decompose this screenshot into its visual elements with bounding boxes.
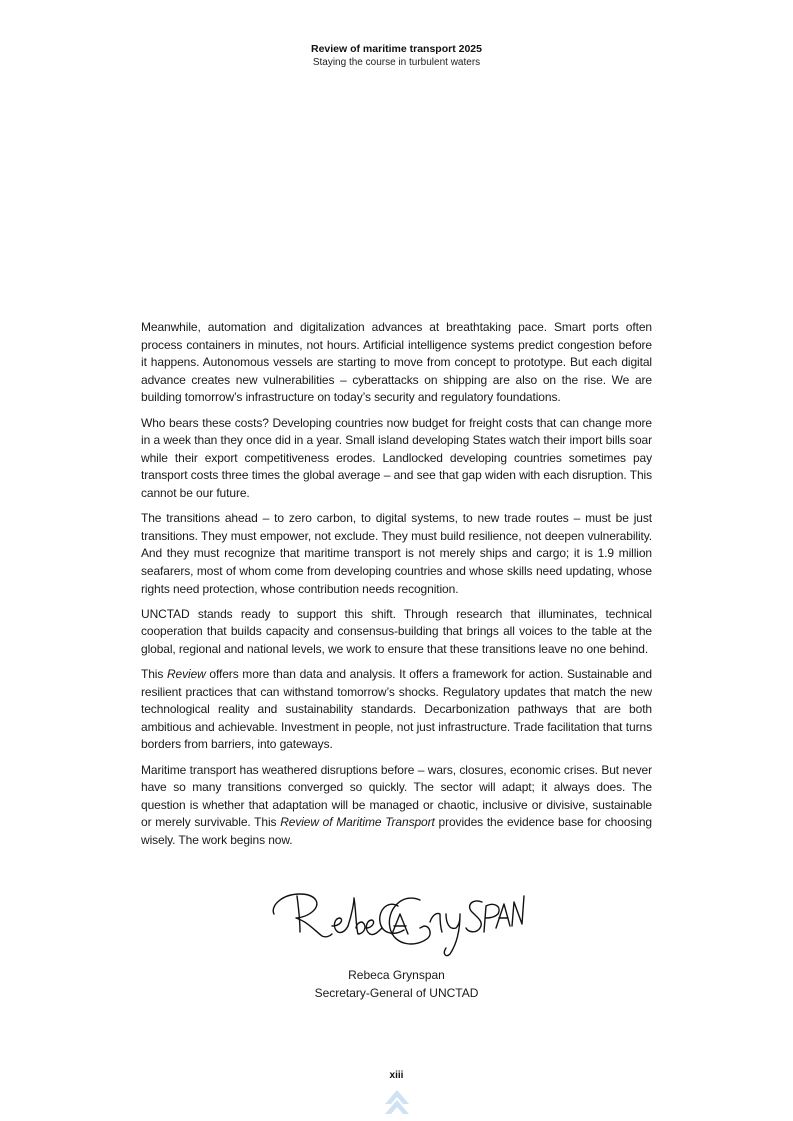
report-subtitle: Staying the course in turbulent waters bbox=[312, 57, 481, 68]
running-header bbox=[0, 43, 793, 69]
foreword-body bbox=[141, 319, 652, 857]
back-to-top-button[interactable] bbox=[384, 1088, 410, 1116]
paragraph: This Review offers more than data and analysis. It offers a framework for action. Sustainable and resilient practices that can withstand tomorrow’s shocks. Regulatory updates that match the new technological reality and sustainability standards. Decarbonization pathways that are both ambitious and achievable. Investment in people, not just infrastructure. Trade facilitation that turns borders from barriers, into gateways. bbox=[141, 667, 652, 752]
paragraph: Meanwhile, automation and digitalization advances at breathtaking pace. Smart ports often process containers in minutes, not hours. Artificial intelligence systems predict congestion before it happens. Autonomous vessels are starting to move from concept to prototype. But each digital advance creates new vulnerabilities – cyberattacks on shipping are also on the rise. We are building tomorrow’s infrastructure on today’s security and regulatory foundations. bbox=[141, 320, 652, 405]
signatory bbox=[0, 967, 793, 1002]
review-title-italic: Review of Maritime Transport bbox=[280, 815, 435, 830]
chevron-up-icon bbox=[384, 1088, 410, 1116]
review-italic: Review bbox=[166, 667, 206, 682]
svg-text:RebecaGrynspan: RebecaGrynspan bbox=[270, 956, 278, 957]
paragraph: The transitions ahead – to zero carbon, to digital systems, to new trade routes – must be just transitions. They must empower, not exclude. They must build resilience, not deepen vulnerability. And they must recognize that maritime transport is not merely ships and cargo; it is 1.9 million seafarers, most of whom come from developing countries and whose skills need updating, whose rights need protection, whose contribution needs recognition. bbox=[141, 511, 652, 596]
page-number: xiii bbox=[389, 1070, 404, 1081]
signatory-name: Rebeca Grynspan bbox=[348, 968, 445, 982]
paragraph: Who bears these costs? Developing countries now budget for freight costs that can change more in a week than they once did in a year. Small island developing States watch their import bills soar while their export competitiveness erodes. Landlocked developing countries sometimes pay transport costs three times the global average – and see that gap widen with each disruption. This cannot be our future. bbox=[141, 415, 652, 500]
report-title: Review of maritime transport 2025 bbox=[311, 43, 482, 55]
signature bbox=[270, 888, 526, 958]
paragraph: UNCTAD stands ready to support this shift. Through research that illuminates, technical cooperation that builds capacity and consensus-building that brings all voices to the table at the global, regional and national levels, we work to ensure that these transitions leave no one behind. bbox=[141, 606, 652, 656]
signatory-title: Secretary-General of UNCTAD bbox=[314, 985, 479, 1000]
paragraph: Maritime transport has weathered disruptions before – wars, closures, economic crises. But never have so many transitions converged so quickly. The sector will adapt; it always does. The question is whether that adaptation will be managed or chaotic, inclusive or divisive, sustainable or merely survivable. This Review of Maritime Transport provides the evidence base for choosing wisely. The work begins now. bbox=[141, 762, 652, 847]
